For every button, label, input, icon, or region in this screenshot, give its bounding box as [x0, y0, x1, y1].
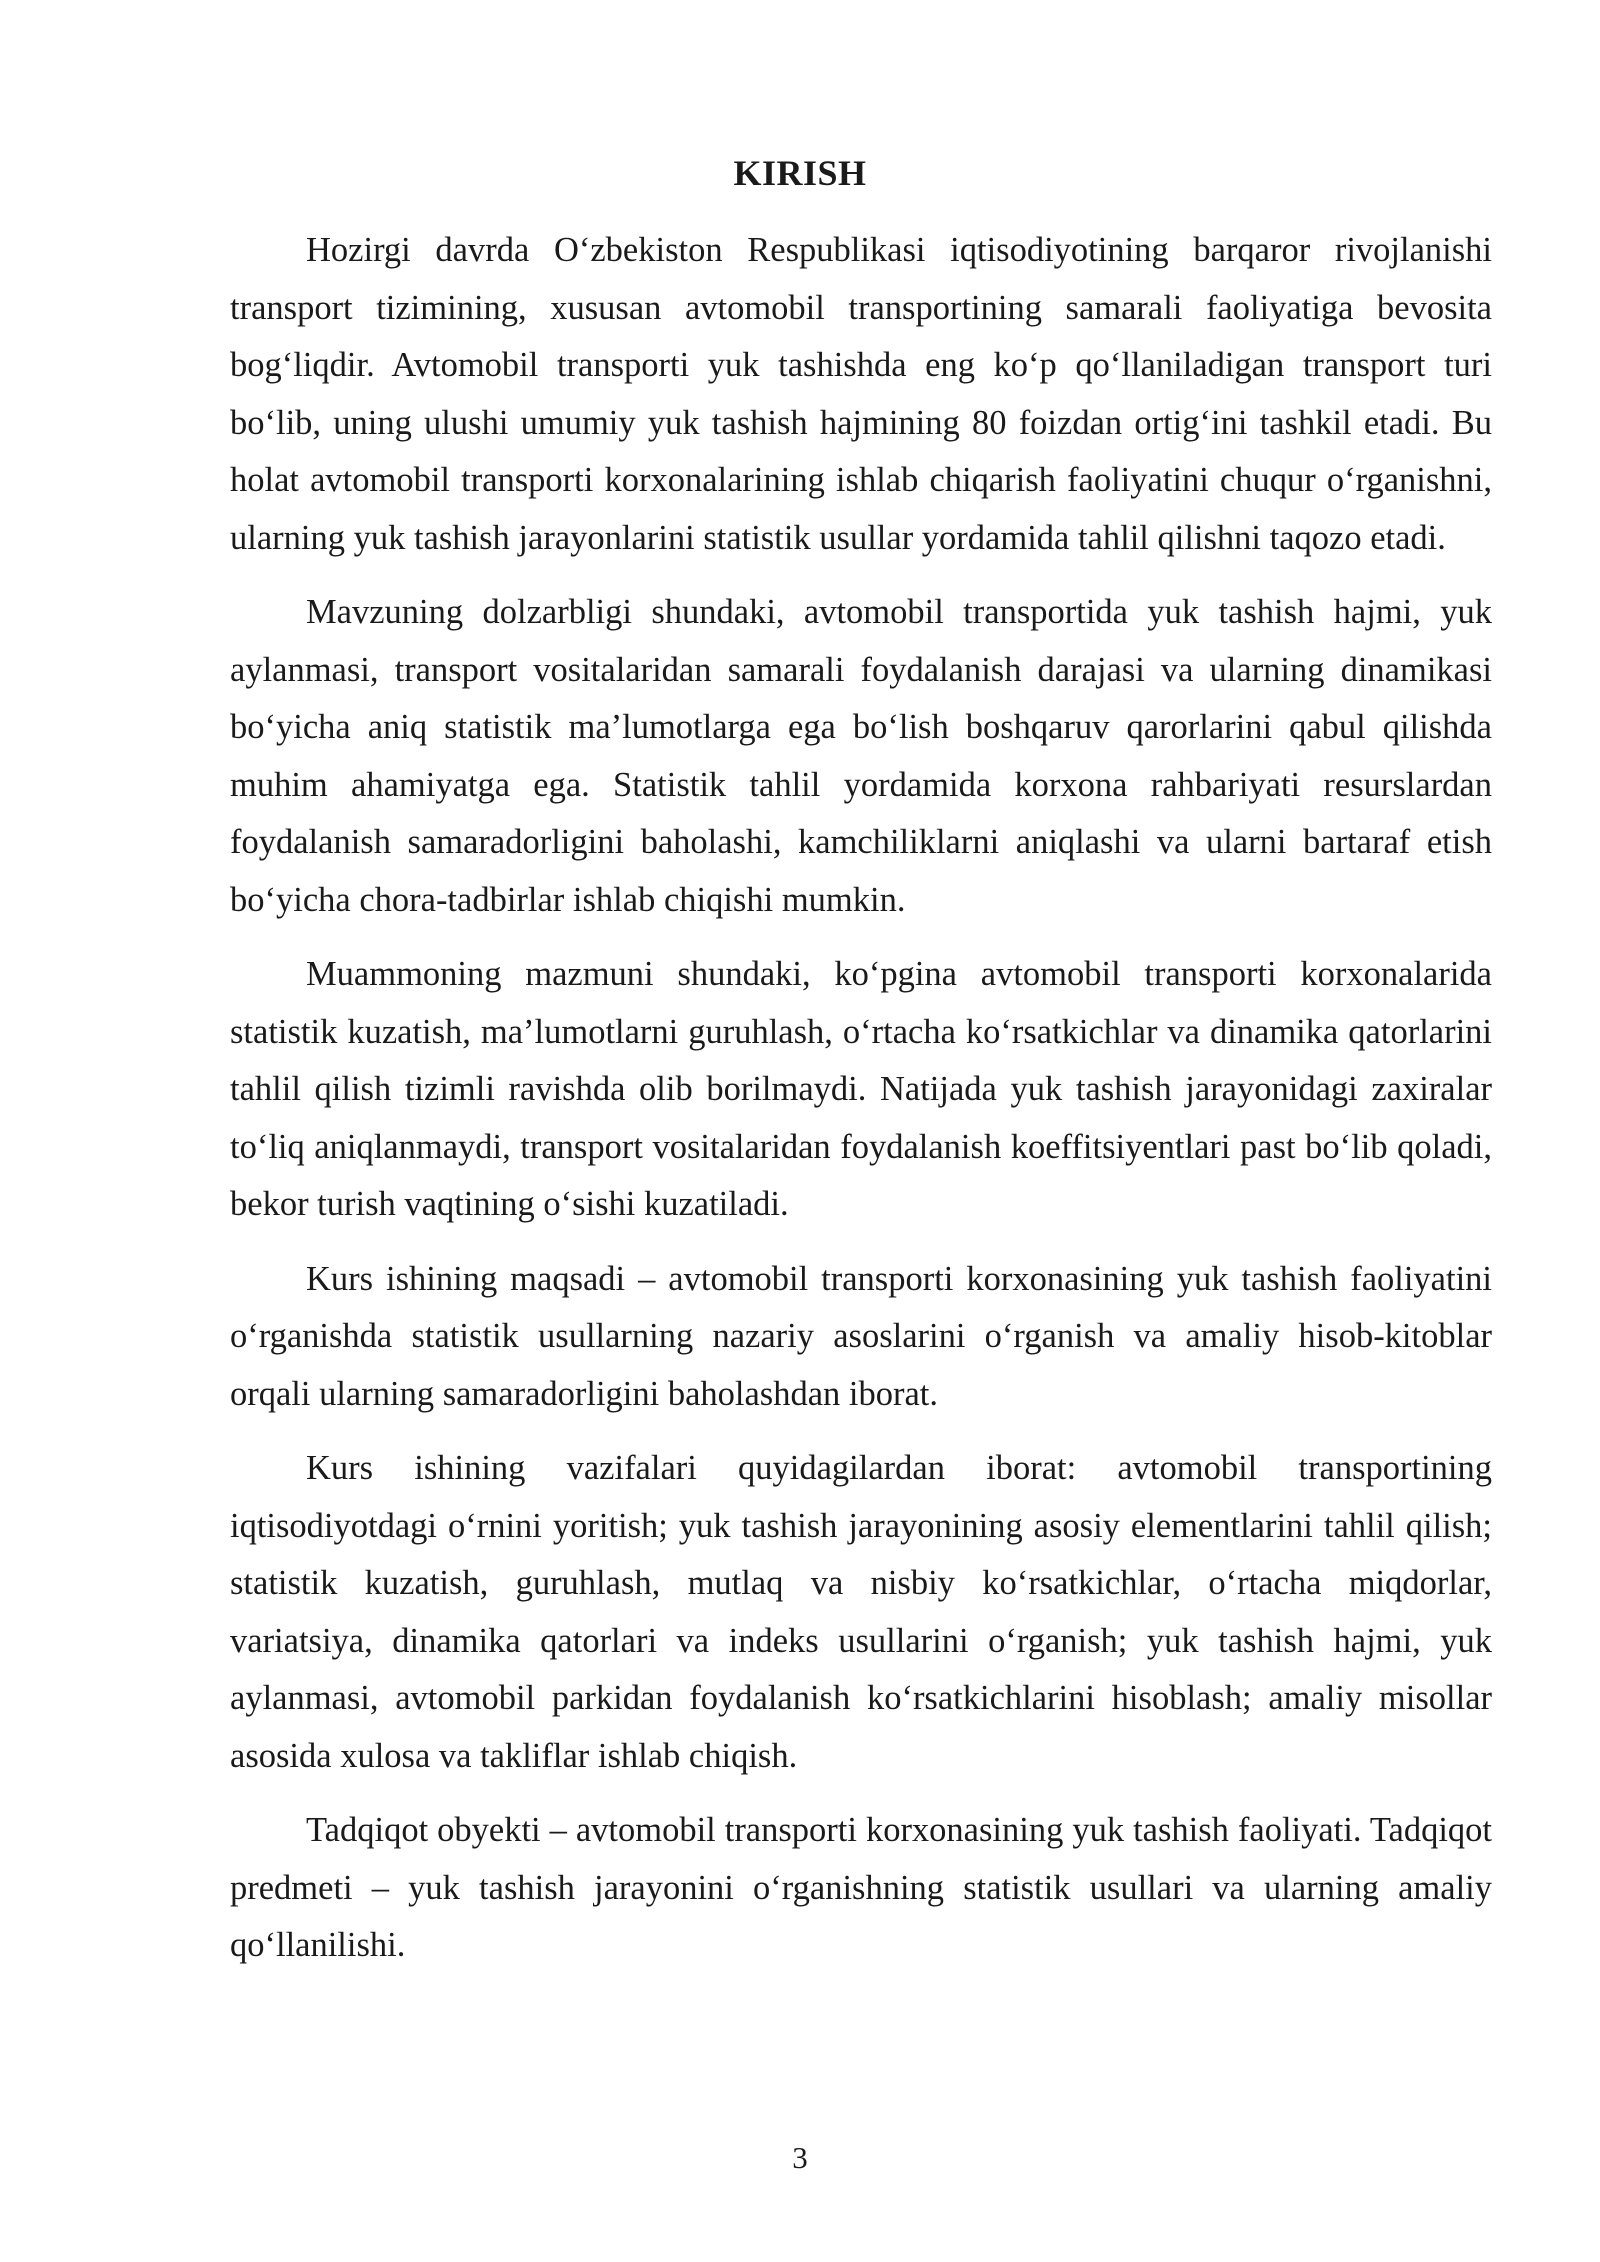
paragraph-goal: Kurs ishining maqsadi – avtomobil transporti korxonasining yuk tashish faoliyatini o‘rganishda statistik usullarning nazariy asoslarini o‘rganish va amaliy hisob-kitoblar orqali ularning samaradorligini baholashdan iborat.	[230, 1259, 1492, 1413]
paragraph-introduction: Hozirgi davrda O‘zbekiston Respublikasi iqtisodiyotining barqaror rivojlanishi transport tizimining, xususan avtomobil transportining samarali faoliyatiga bevosita bog‘liqdir. Avtomobil transporti yuk tashishda eng ko‘p qo‘llaniladigan transport turi bo‘lib, uning ulushi umumiy yuk tashish hajmining 80 foizdan ortig‘ini tashkil etadi. Bu holat avtomobil transporti korxonalarining ishlab chiqarish faoliyatini chuqur o‘rganishni, ularning yuk tashish jarayonlarini statistik usullar yordamida tahlil qilishni taqozo etadi.	[230, 231, 1492, 557]
paragraph-relevance: Mavzuning dolzarbligi shundaki, avtomobil transportida yuk tashish hajmi, yuk aylanmasi, transport vositalaridan samarali foydalanish darajasi va ularning dinamikasi bo‘yicha aniq statistik ma’lumotlarga ega bo‘lish boshqaruv qarorlarini qabul qilishda muhim ahamiyatga ega. Statistik tahlil yordamida korxona rahbariyati resurslardan foydalanish samaradorligini baholashi, kamchiliklarni aniqlashi va ularni bartaraf etish bo‘yicha chora-tadbirlar ishlab chiqishi mumkin.	[230, 593, 1492, 919]
paragraph-object-subject: Tadqiqot obyekti – avtomobil transporti korxonasining yuk tashish faoliyati. Tadqiqot predmeti – yuk tashish jarayonini o‘rganishning statistik usullari va ularning amaliy qo‘llanilishi.	[230, 1811, 1492, 1964]
page-number: 3	[792, 2140, 808, 2175]
paragraph-tasks: Kurs ishining vazifalari quyidagilardan iborat: avtomobil transportining iqtisodiyotdagi o‘rnini yoritish; yuk tashish jarayonining asosiy elementlarini tahlil qilish; statistik kuzatish, guruhlash, mutlaq va nisbiy ko‘rsatkichlar, o‘rtacha miqdorlar, variatsiya, dinamika qatorlari va indeks usullarini o‘rganish; yuk tashish hajmi, yuk aylanmasi, avtomobil parkidan foydalanish ko‘rsatkichlarini hisoblash; amaliy misollar asosida xulosa va takliflar ishlab chiqish.	[230, 1449, 1492, 1775]
section-title: KIRISH	[733, 153, 867, 193]
paragraph-problem: Muammoning mazmuni shundaki, ko‘pgina avtomobil transporti korxonalarida statistik kuzatish, ma’lumotlarni guruhlash, o‘rtacha ko‘rsatkichlar va dinamika qatorlarini tahlil qilish tizimli ravishda olib borilmaydi. Natijada yuk tashish jarayonidagi zaxiralar to‘liq aniqlanmaydi, transport vositalaridan foydalanish koeffitsiyentlari past bo‘lib qoladi, bekor turish vaqtining o‘sishi kuzatiladi.	[230, 955, 1492, 1223]
body-text	[230, 222, 1492, 1992]
